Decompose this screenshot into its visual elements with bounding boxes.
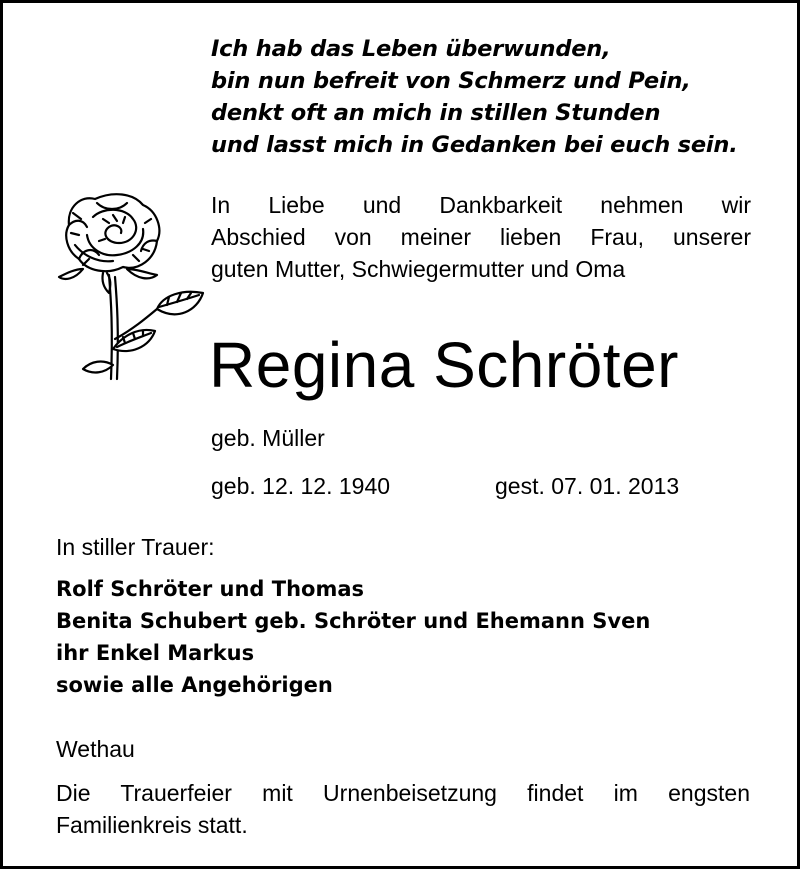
poem-line: bin nun befreit von Schmerz und Pein, bbox=[211, 68, 691, 94]
poem-line: und lasst mich in Gedanken bei euch sein. bbox=[211, 132, 738, 158]
rose-icon bbox=[53, 189, 213, 389]
mourner-name: Rolf Schröter und Thomas bbox=[56, 577, 364, 601]
poem bbox=[211, 33, 771, 161]
intro-line: Abschied von meiner lieben Frau, unserer bbox=[211, 224, 751, 250]
deceased-name: Regina Schröter bbox=[209, 329, 679, 401]
intro-line: In Liebe und Dankbarkeit nehmen wir bbox=[211, 192, 751, 218]
maiden-name: geb. Müller bbox=[211, 425, 325, 451]
funeral-note bbox=[56, 777, 750, 841]
funeral-note-line: Die Trauerfeier mit Urnenbeisetzung findet im engsten bbox=[56, 780, 750, 806]
death-date: gest. 07. 01. 2013 bbox=[495, 473, 680, 499]
mourners-list bbox=[56, 573, 756, 701]
birth-date: geb. 12. 12. 1940 bbox=[211, 473, 391, 499]
mourner-name: Benita Schubert geb. Schröter und Ehemann Sven bbox=[56, 609, 651, 633]
location: Wethau bbox=[56, 736, 135, 762]
poem-line: denkt oft an mich in stillen Stunden bbox=[211, 100, 661, 126]
mourners-label: In stiller Trauer: bbox=[56, 534, 215, 560]
poem-line: Ich hab das Leben überwunden, bbox=[211, 36, 611, 62]
intro-line: guten Mutter, Schwiegermutter und Oma bbox=[211, 256, 626, 282]
mourner-name: sowie alle Angehörigen bbox=[56, 673, 333, 697]
funeral-note-line: Familienkreis statt. bbox=[56, 812, 248, 838]
intro-text bbox=[211, 189, 751, 285]
mourner-name: ihr Enkel Markus bbox=[56, 641, 255, 665]
